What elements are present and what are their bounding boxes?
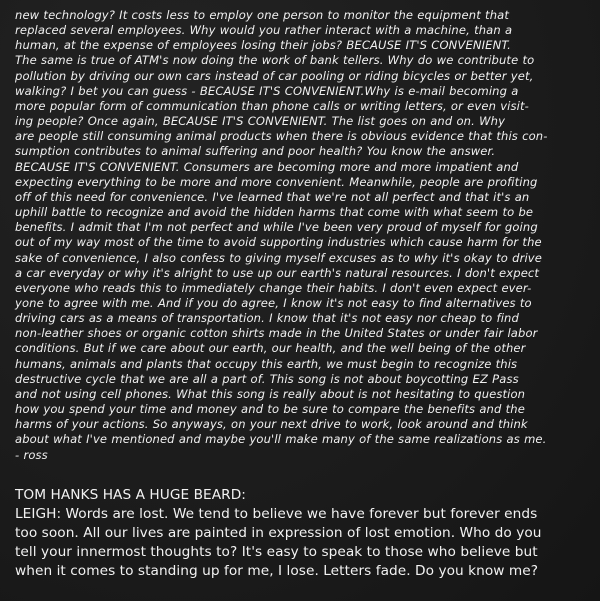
essay-line: everyone who reads this to immediately change their habits. I don't even expect ever- bbox=[15, 280, 532, 295]
essay-line: more popular form of communication than phone calls or writing letters, or even visit- bbox=[15, 98, 529, 113]
essay-line: off of this need for convenience. I've learned that we're not all perfect and that it's an bbox=[15, 189, 530, 204]
essay-line: sumption contributes to animal suffering and poor health? You know the answer. bbox=[15, 144, 496, 159]
essay-line: about what I've mentioned and maybe you'll make many of the same realizations as me. bbox=[15, 432, 547, 447]
song-text-line: tell your innermost thoughts to? It's easy to speak to those who believe but bbox=[15, 543, 538, 560]
essay-line: yone to agree with me. And if you do agree, I know it's not easy to find alternatives to bbox=[15, 295, 532, 310]
song-section bbox=[15, 486, 590, 581]
essay-line: destructive cycle that we are all a part of. This song is not about boycotting EZ Pass bbox=[15, 371, 519, 386]
essay-line: human, at the expense of employees losing their jobs? BECAUSE IT'S CONVENIENT. bbox=[15, 38, 511, 53]
essay-line: expecting everything to be more and more convenient. Meanwhile, people are profiting bbox=[15, 174, 538, 189]
essay-signature: - ross bbox=[15, 447, 48, 462]
essay-line: walking? I bet you can guess - BECAUSE IT'S CONVENIENT.Why is e-mail becoming a bbox=[15, 83, 519, 98]
essay-line: pollution by driving our own cars instead of car pooling or riding bicycles or better yet, bbox=[15, 68, 534, 83]
essay-line: are people still consuming animal products when there is obvious evidence that this con- bbox=[15, 129, 548, 144]
essay-line: BECAUSE IT'S CONVENIENT. Consumers are becoming more and more impatient and bbox=[15, 159, 519, 174]
essay-line: The same is true of ATM's now doing the work of bank tellers. Why do we contribute to bbox=[15, 53, 535, 68]
essay-line: sake of convenience, I also confess to giving myself excuses as to why it's okay to drive bbox=[15, 250, 542, 265]
essay-line: how you spend your time and money and to be sure to compare the benefits and the bbox=[15, 402, 525, 417]
song-text-line: too soon. All our lives are painted in expression of lost emotion. Who do you bbox=[15, 524, 542, 541]
essay-line: conditions. But if we care about our earth, our health, and the well being of the other bbox=[15, 341, 526, 356]
essay-line: driving cars as a means of transportation. I know that it's not easy nor cheap to find bbox=[15, 311, 519, 326]
song-text-line: when it comes to standing up for me, I lose. Letters fade. Do you know me? bbox=[15, 562, 539, 579]
essay-line: humans, animals and plants that occupy this earth, we must begin to recognize this bbox=[15, 356, 518, 371]
song-heading: TOM HANKS HAS A HUGE BEARD: bbox=[15, 487, 246, 503]
essay-line: new technology? It costs less to employ one person to monitor the equipment that bbox=[15, 8, 509, 22]
essay-line: benefits. I admit that I'm not perfect and while I've been very proud of myself for going bbox=[15, 220, 538, 235]
essay-line: uphill battle to recognize and avoid the hidden harms that come with what seem to be bbox=[15, 205, 534, 220]
essay-line: non-leather shoes or organic cotton shirts made in the United States or under fair labor bbox=[15, 326, 538, 341]
essay-text bbox=[15, 8, 587, 463]
essay-line: and not using cell phones. What this song is really about is not hesitating to question bbox=[15, 386, 526, 401]
essay-line: ing people? Once again, BECAUSE IT'S CONVENIENT. The list goes on and on. Why bbox=[15, 114, 506, 129]
essay-line: a car everyday or why it's alright to use up our earth's natural resources. I don't expect bbox=[15, 265, 540, 280]
essay-line: out of my way most of the time to avoid supporting industries which cause harm for the bbox=[15, 235, 542, 250]
essay-line: replaced several employees. Why would you rather interact with a machine, than a bbox=[15, 23, 513, 38]
essay-line: harms of your actions. So anyways, on your next drive to work, look around and think bbox=[15, 417, 528, 432]
song-text-line: LEIGH: Words are lost. We tend to believe we have forever but forever ends bbox=[15, 505, 538, 522]
